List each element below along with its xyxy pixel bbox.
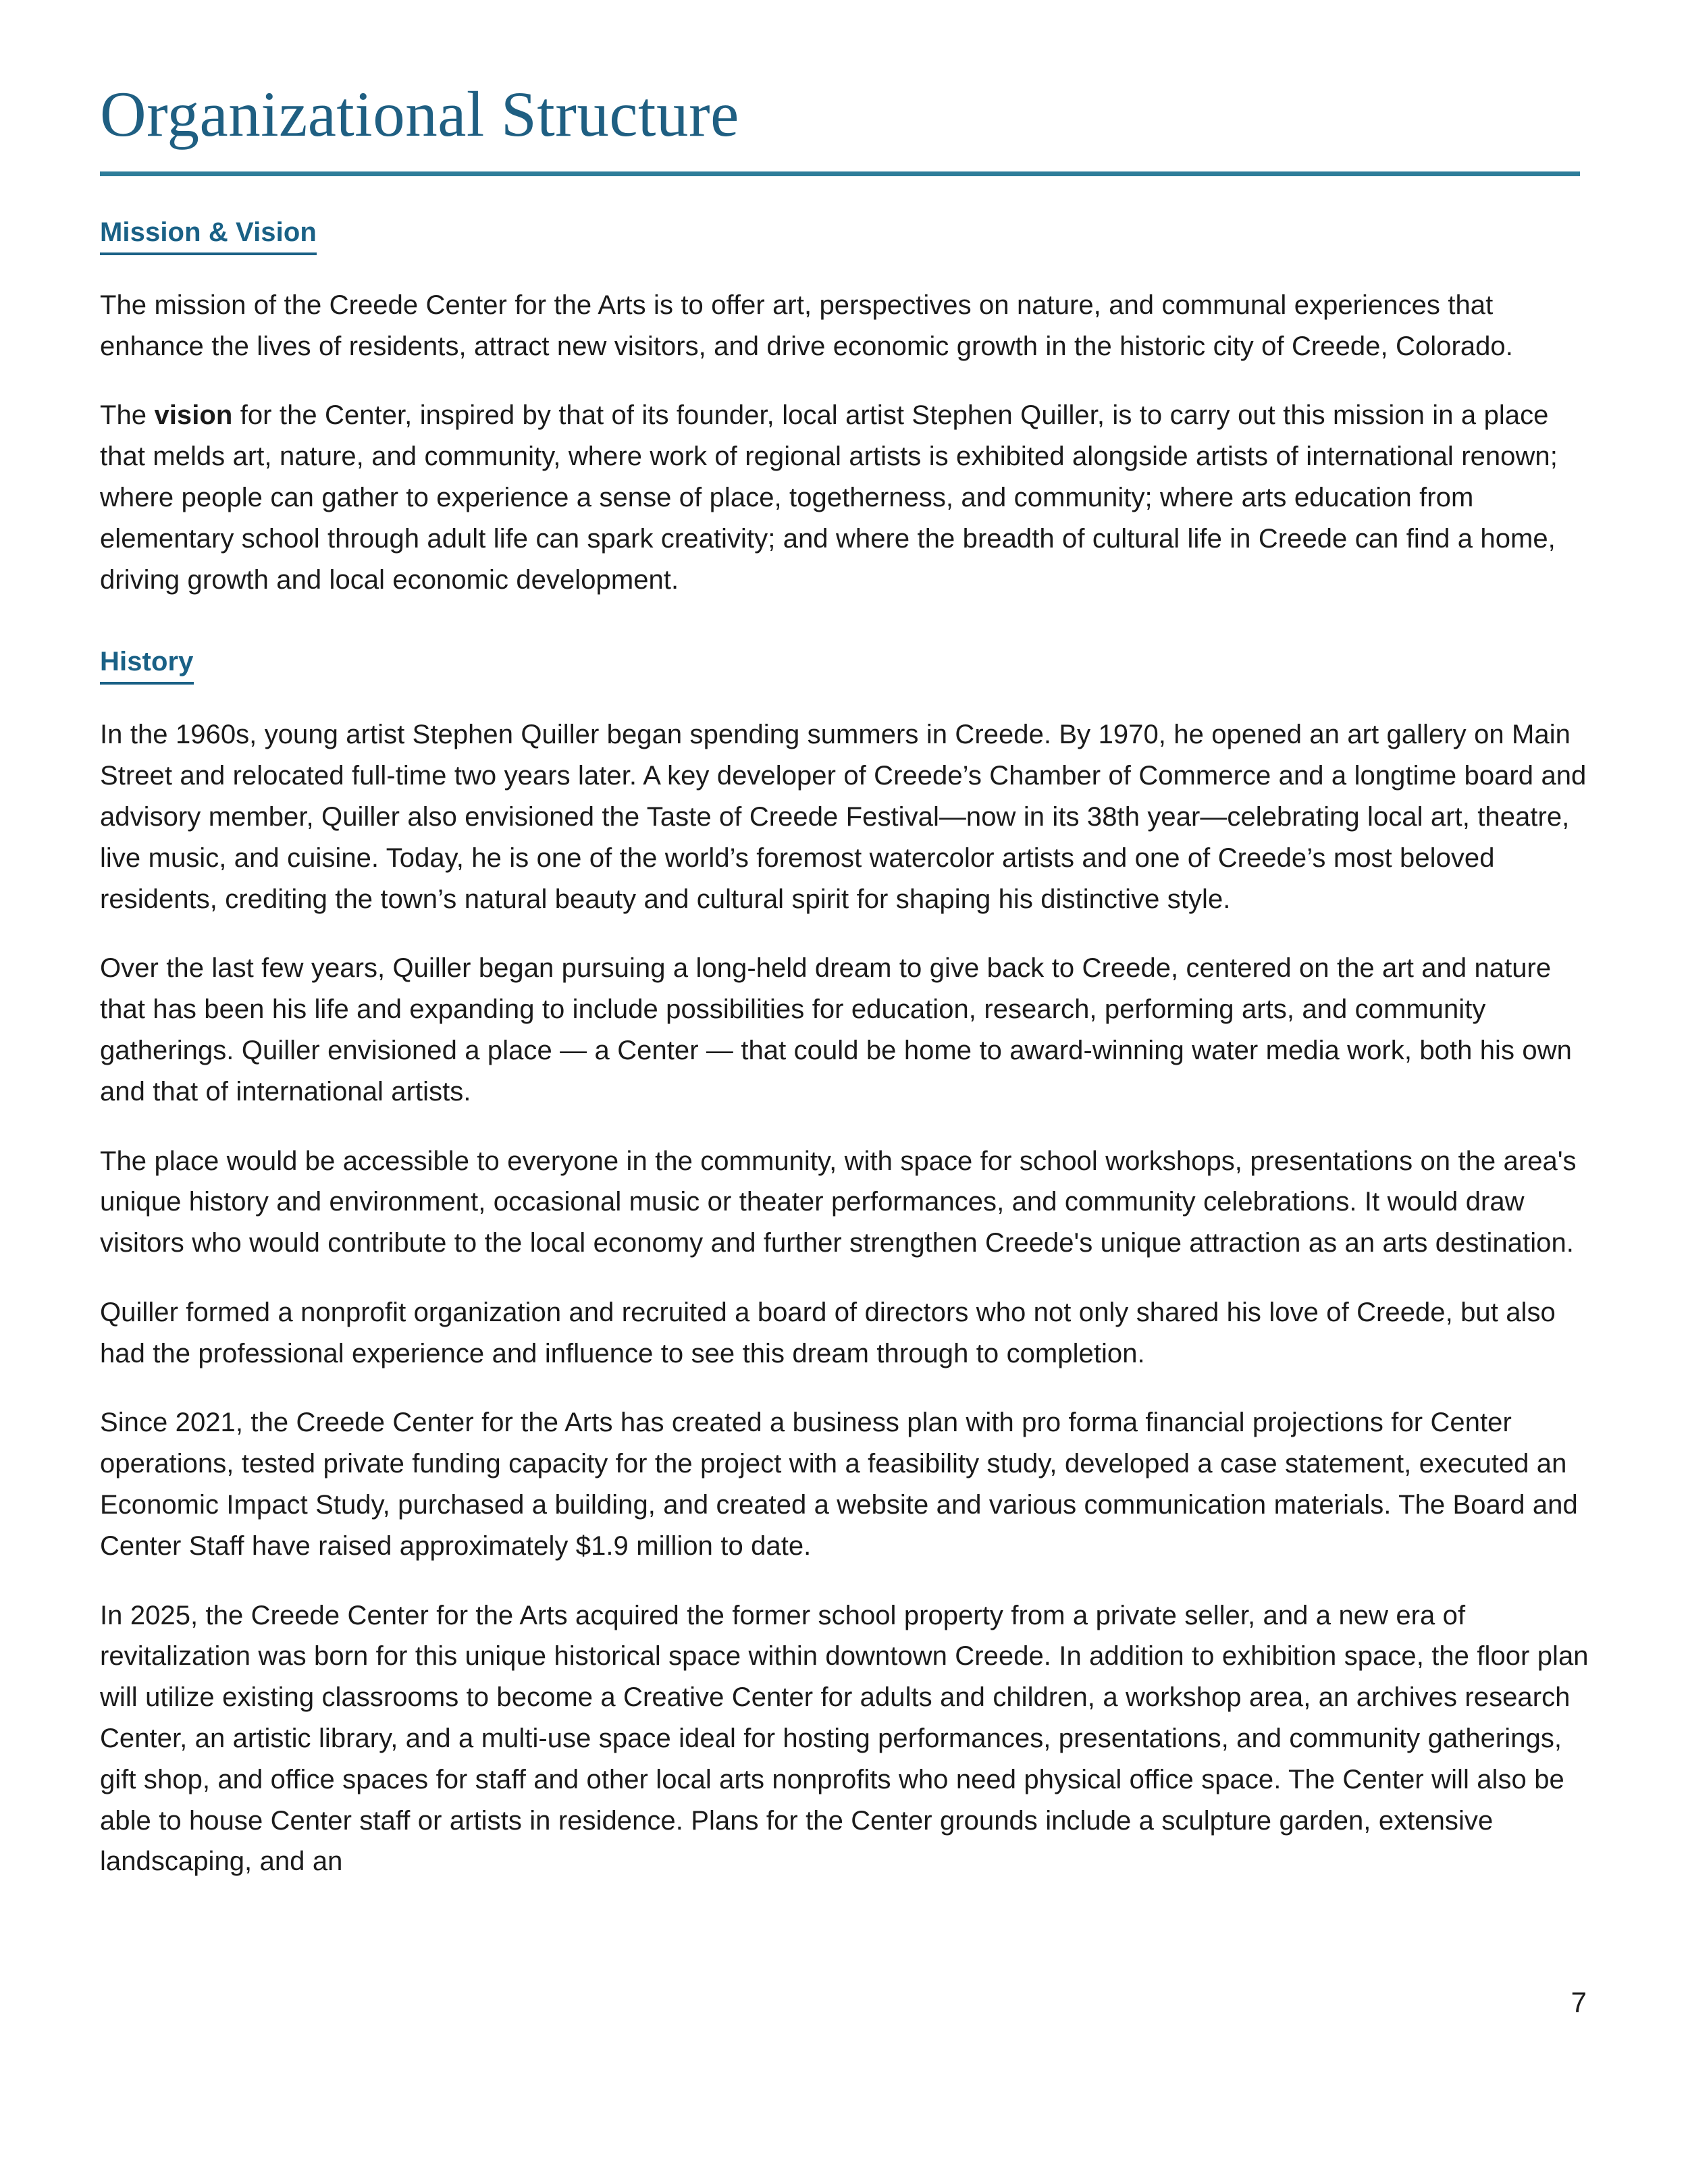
paragraph-text: for the Center, inspired by that of its founder, local artist Stephen Quiller, is to carry out this mission in a place that melds art, nature, and community, where work of regional artists is exhibited alongside artists of international renown; where people can gather to experience a sense of place, togetherness, and community; where arts education from elementary school through adult life can spark creativity; and where the breadth of cultural life in Creede can find a home, driving growth and local economic development. xyxy=(100,400,1558,595)
paragraph-text: Quiller formed a nonprofit organization and recruited a board of directors who not only shared his love of Creede, but also had the professional experience and influence to see this dream through to completion. xyxy=(100,1297,1556,1368)
sections-container xyxy=(100,176,1593,1883)
paragraph-history-3 xyxy=(100,1141,1593,1264)
paragraph-history-6 xyxy=(100,1595,1593,1883)
title-divider xyxy=(100,171,1580,176)
section-heading: History xyxy=(100,645,194,685)
section-1 xyxy=(100,600,1593,1882)
paragraph-text: In the 1960s, young artist Stephen Quiller began spending summers in Creede. By 1970, he opened an art gallery on Main Street and relocated full-time two years later. A key developer of Creede’s Chamber of Commerce and a longtime board and advisory member, Quiller also envisioned the Taste of Creede Festival—now in its 38th year—celebrating local art, theatre, live music, and cuisine. Today, he is one of the world’s foremost watercolor artists and one of Creede’s most beloved residents, crediting the town’s natural beauty and cultural spirit for shaping his distinctive style. xyxy=(100,720,1587,914)
paragraph-text: The xyxy=(100,400,155,431)
paragraph-history-5 xyxy=(100,1402,1593,1566)
section-0 xyxy=(100,176,1593,601)
page-title: Organizational Structure xyxy=(100,78,739,150)
paragraph-text: The place would be accessible to everyone in the community, with space for school workshops, presentations on the area's unique history and environment, occasional music or theater performances, and community celebrations. It would draw visitors who would contribute to the local economy and further strengthen Creede's unique attraction as an arts destination. xyxy=(100,1146,1577,1258)
page-number: 7 xyxy=(1571,1986,1587,2018)
paragraph-history-4 xyxy=(100,1292,1593,1375)
paragraph-text: In 2025, the Creede Center for the Arts acquired the former school property from a private seller, and a new era of revitalization was born for this unique historical space within downtown Creede. In addition to exhibition space, the floor plan will utilize existing classrooms to become a Creative Center for adults and children, a workshop area, an archives research Center, an artistic library, and a multi-use space ideal for hosting performances, presentations, and community gatherings, gift shop, and office spaces for staff and other local arts nonprofits who need physical office space. The Center will also be able to house Center staff or artists in residence. Plans for the Center grounds include a sculpture garden, extensive landscaping, and an xyxy=(100,1600,1589,1877)
paragraph-text: The mission of the Creede Center for the Arts is to offer art, perspectives on nature, and communal experiences that enhance the lives of residents, attract new visitors, and drive economic growth in the historic city of Creede, Colorado. xyxy=(100,290,1513,361)
paragraph-vision xyxy=(100,395,1593,600)
paragraph-mission xyxy=(100,285,1593,367)
paragraph-history-1 xyxy=(100,714,1593,920)
paragraph-text: Over the last few years, Quiller began pursuing a long-held dream to give back to Creede, centered on the art and nature that has been his life and expanding to include possibilities for education, research, performing arts, and community gatherings. Quiller envisioned a place — a Center — that could be home to award-winning water media work, both his own and that of international artists. xyxy=(100,953,1572,1107)
section-heading: Mission & Vision xyxy=(100,215,317,255)
paragraph-history-2 xyxy=(100,948,1593,1112)
page-content xyxy=(100,78,1593,1882)
emphasis-text: vision xyxy=(154,400,233,431)
paragraph-text: Since 2021, the Creede Center for the Arts has created a business plan with pro forma financial projections for Center operations, tested private funding capacity for the project with a feasibility study, developed a case statement, executed an Economic Impact Study, purchased a building, and created a website and various communication materials. The Board and Center Staff have raised approximately $1.9 million to date. xyxy=(100,1408,1578,1561)
